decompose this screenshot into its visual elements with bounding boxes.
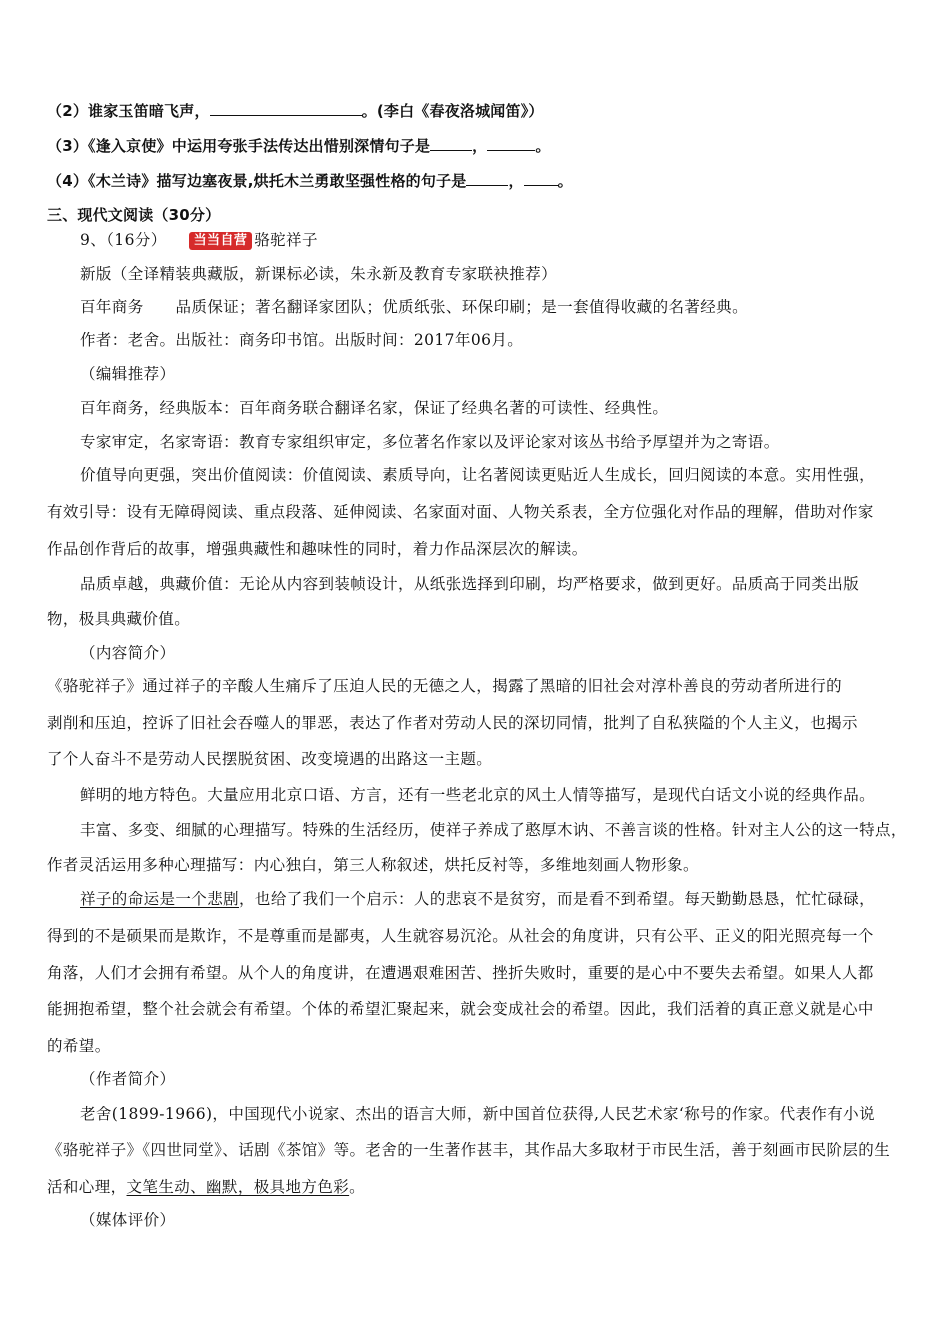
paragraph-line: 角落，人们才会拥有希望。从个人的角度讲，在遭遇艰难困苦、挫折失败时，重要的是心中不要失去希望。如果人人都 — [47, 964, 874, 982]
section-heading: 三、现代文阅读（30分） — [47, 206, 221, 224]
underlined-phrase: 文笔生动、幽默，极具地方色彩 — [126, 1178, 350, 1196]
author-intro-heading: （作者简介） — [80, 1070, 176, 1088]
content-heading: （内容简介） — [80, 644, 176, 662]
paragraph-line: 剥削和压迫，控诉了旧社会吞噬人的罪恶，表达了作者对劳动人民的深切同情，批判了自私狭隘的个人主义，也揭示 — [47, 714, 858, 732]
answer-blank[interactable] — [466, 171, 508, 186]
paragraph-line: 能拥抱希望，整个社会就会有希望。个体的希望汇聚起来，就会变成社会的希望。因此，我们活着的真正意义就是心中 — [47, 1000, 874, 1018]
answer-blank[interactable] — [430, 136, 472, 151]
answer-blank[interactable] — [524, 171, 558, 186]
paragraph-line: 价值导向更强，突出价值阅读：价值阅读、素质导向，让名著阅读更贴近人生成长，回归阅读的本意。实用性强， — [80, 466, 876, 484]
editor-heading: （编辑推荐） — [80, 365, 176, 383]
author-line: 作者：老舍。出版社：商务印书馆。出版时间：2017年06月。 — [80, 331, 524, 349]
paragraph-line: 鲜明的地方特色。大量应用北京口语、方言，还有一些老北京的风土人情等描写，是现代白话文小说的经典作品。 — [80, 786, 876, 804]
paragraph-line: 得到的不是硕果而是欺诈，不是尊重而是鄙夷，人生就容易沉沦。从社会的角度讲，只有公平、正义的阳光照亮每一个 — [47, 927, 874, 945]
answer-blank[interactable] — [487, 136, 535, 151]
book-title: 骆驼祥子 — [254, 231, 318, 249]
paragraph-line: 丰富、多变、细腻的心理描写。特殊的生活经历，使祥子养成了憨厚木讷、不善言谈的性格。针对主人公的这一特点， — [80, 821, 907, 839]
paragraph-line: 作品创作背后的故事，增强典藏性和趣味性的同时，着力作品深层次的解读。 — [47, 540, 588, 558]
paragraph-line: 物，极具典藏价值。 — [47, 610, 191, 628]
edition-line: 新版（全译精装典藏版，新课标必读，朱永新及教育专家联袂推荐） — [80, 265, 558, 283]
paragraph-line: 百年商务，经典版本：百年商务联合翻译名家，保证了经典名著的可读性、经典性。 — [80, 399, 669, 417]
paragraph-line: 祥子的命运是一个悲剧，也给了我们一个启示：人的悲哀不是贫穷，而是看不到希望。每天勤勤恳恳，忙忙碌碌， — [80, 890, 876, 908]
paragraph-line: 《骆驼祥子》《四世同堂》、话剧《茶馆》等。老舍的一生著作甚丰，其作品大多取材于市民生活，善于刻画市民阶层的生 — [47, 1141, 891, 1159]
underlined-phrase: 祥子的命运是一个悲剧 — [80, 890, 240, 908]
media-heading: （媒体评价） — [80, 1211, 176, 1229]
paragraph-line: 《骆驼祥子》通过祥子的辛酸人生痛斥了压迫人民的无德之人，揭露了黑暗的旧社会对淳朴善良的劳动者所进行的 — [47, 677, 843, 695]
paragraph-line: 老舍(1899-1966)，中国现代小说家、杰出的语言大师，新中国首位获得,人民艺术家‘称号的作家。代表作有小说 — [80, 1105, 875, 1123]
quality-line: 百年商务 品质保证；著名翻译家团队；优质纸张、环保印刷；是一套值得收藏的名著经典。 — [80, 298, 748, 316]
paragraph-line: 了个人奋斗不是劳动人民摆脱贫困、改变境遇的出路这一主题。 — [47, 750, 493, 768]
paragraph-line: 专家审定，名家寄语：教育专家组织审定，多位著名作家以及评论家对该丛书给予厚望并为之寄语。 — [80, 433, 780, 451]
question-2: （2）谁家玉笛暗飞声， 。(李白《春夜洛城闻笛》） — [47, 102, 544, 120]
question-9-header: 9、（16分） 当当自营 骆驼祥子 — [80, 231, 318, 249]
paragraph-line: 的希望。 — [47, 1037, 111, 1055]
question-3: （3）《逢入京使》中运用夸张手法传达出惜别深情句子是 ， 。 — [47, 137, 551, 155]
answer-blank[interactable] — [210, 101, 362, 116]
question-4: （4）《木兰诗》描写边塞夜景,烘托木兰勇敢坚强性格的句子是 ， 。 — [47, 172, 573, 190]
paragraph-line: 有效引导：设有无障碍阅读、重点段落、延伸阅读、名家面对面、人物关系表，全方位强化对作品的理解，借助对作家 — [47, 503, 874, 521]
paragraph-line: 品质卓越，典藏价值：无论从内容到装帧设计，从纸张选择到印刷，均严格要求，做到更好。品质高于同类出版 — [80, 575, 860, 593]
paragraph-line: 活和心理，文笔生动、幽默，极具地方色彩。 — [47, 1178, 366, 1196]
paragraph-line: 作者灵活运用多种心理描写：内心独白，第三人称叙述，烘托反衬等，多维地刻画人物形象。 — [47, 856, 699, 874]
dangdang-badge: 当当自营 — [189, 232, 253, 250]
